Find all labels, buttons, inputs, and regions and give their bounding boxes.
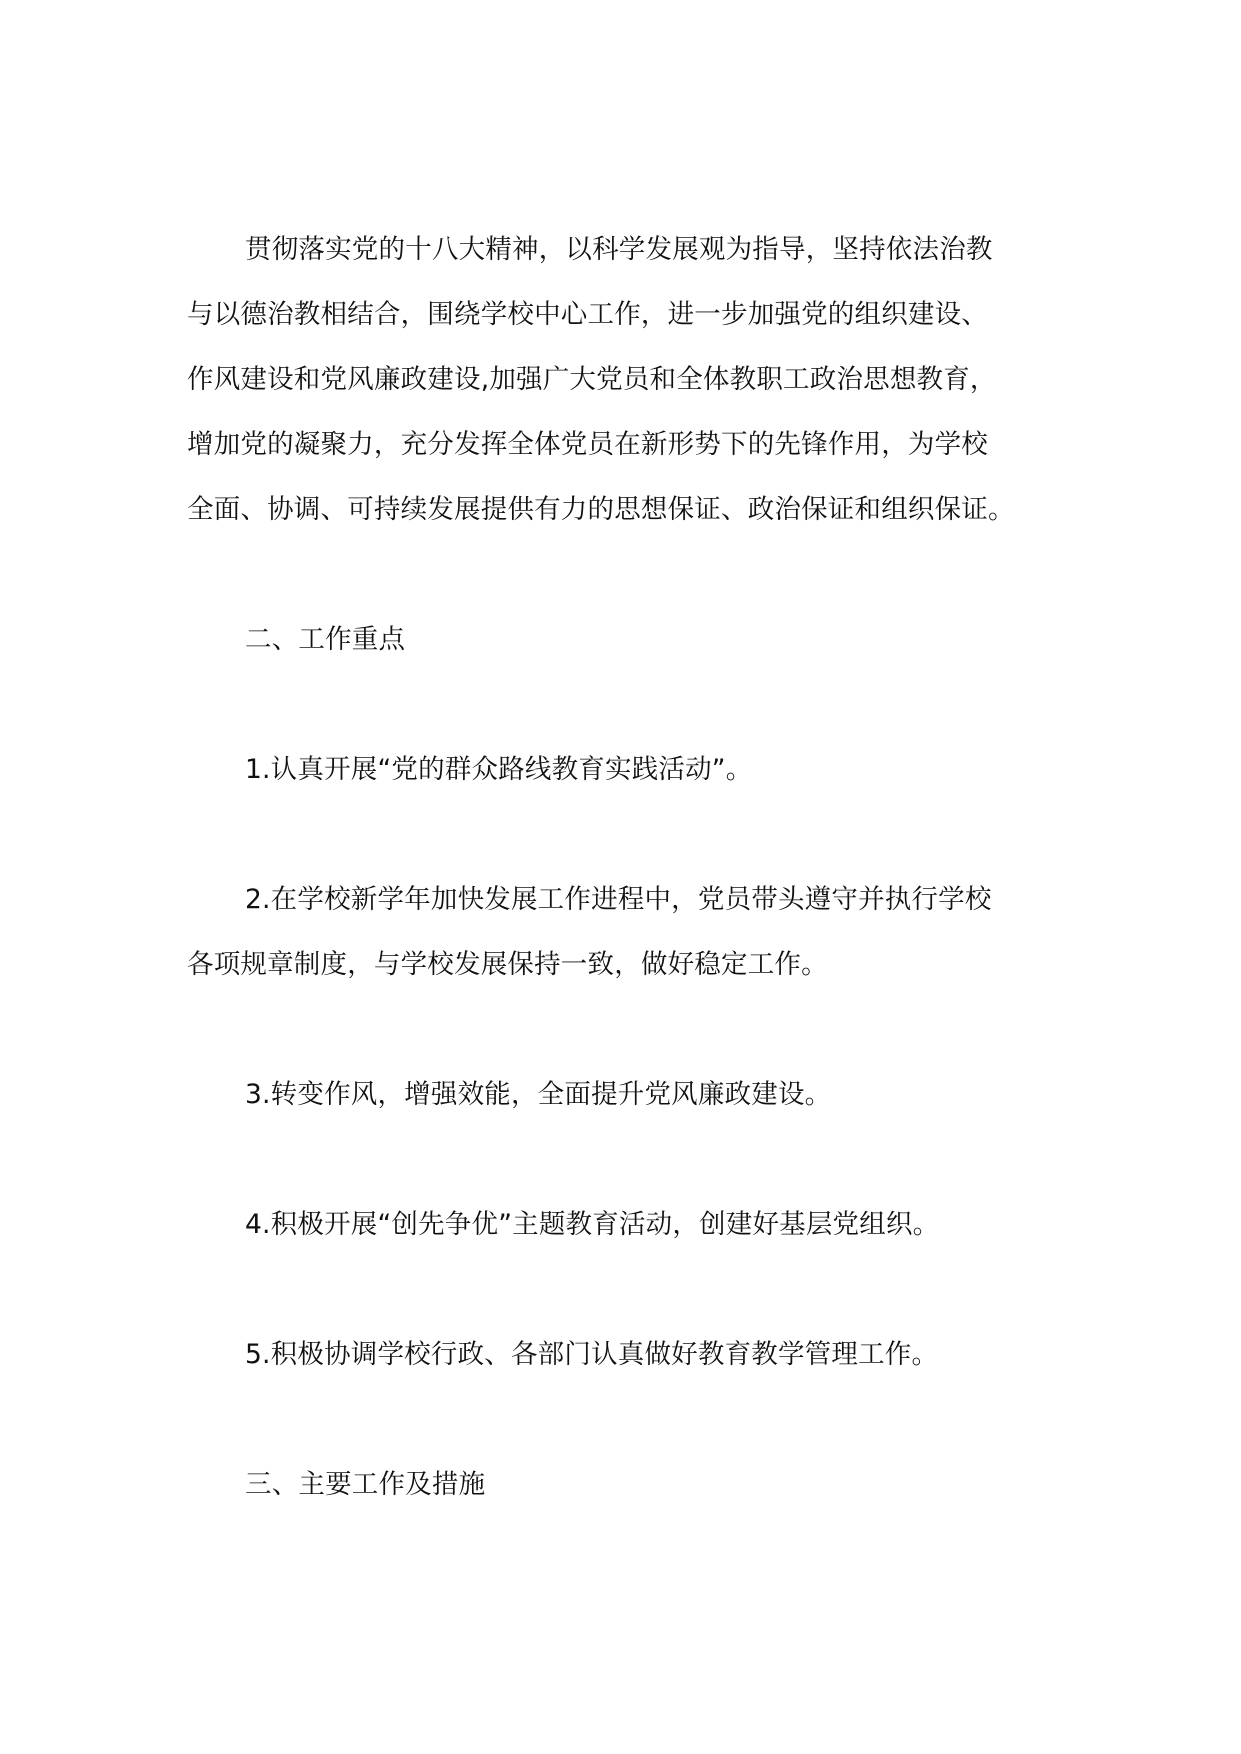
intro-paragraph-line-3: 作风建设和党风廉政建设,加强广大党员和全体教职工政治思想教育， — [187, 364, 997, 395]
intro-paragraph-line-4: 增加党的凝聚力，充分发挥全体党员在新形势下的先锋作用，为学校 — [187, 429, 988, 460]
intro-paragraph-line-2: 与以德治教相结合，围绕学校中心工作，进一步加强党的组织建设、 — [187, 299, 988, 330]
section-3-heading: 三、主要工作及措施 — [245, 1469, 486, 1500]
key-point-item-2-line-1: 2.在学校新学年加快发展工作进程中，党员带头遵守并执行学校 — [245, 884, 992, 915]
key-point-item-3: 3.转变作风，增强效能，全面提升党风廉政建设。 — [245, 1079, 832, 1110]
section-2-heading: 二、工作重点 — [245, 624, 406, 655]
key-point-item-1: 1.认真开展“党的群众路线教育实践活动”。 — [245, 754, 753, 785]
intro-paragraph-line-5: 全面、协调、可持续发展提供有力的思想保证、政治保证和组织保证。 — [187, 494, 1015, 525]
key-point-item-5: 5.积极协调学校行政、各部门认真做好教育教学管理工作。 — [245, 1339, 939, 1370]
key-point-item-2-line-2: 各项规章制度，与学校发展保持一致，做好稳定工作。 — [187, 949, 828, 980]
key-point-item-4: 4.积极开展“创先争优”主题教育活动，创建好基层党组织。 — [245, 1209, 940, 1240]
intro-paragraph-line-1: 贯彻落实党的十八大精神，以科学发展观为指导，坚持依法治教 — [245, 234, 993, 265]
